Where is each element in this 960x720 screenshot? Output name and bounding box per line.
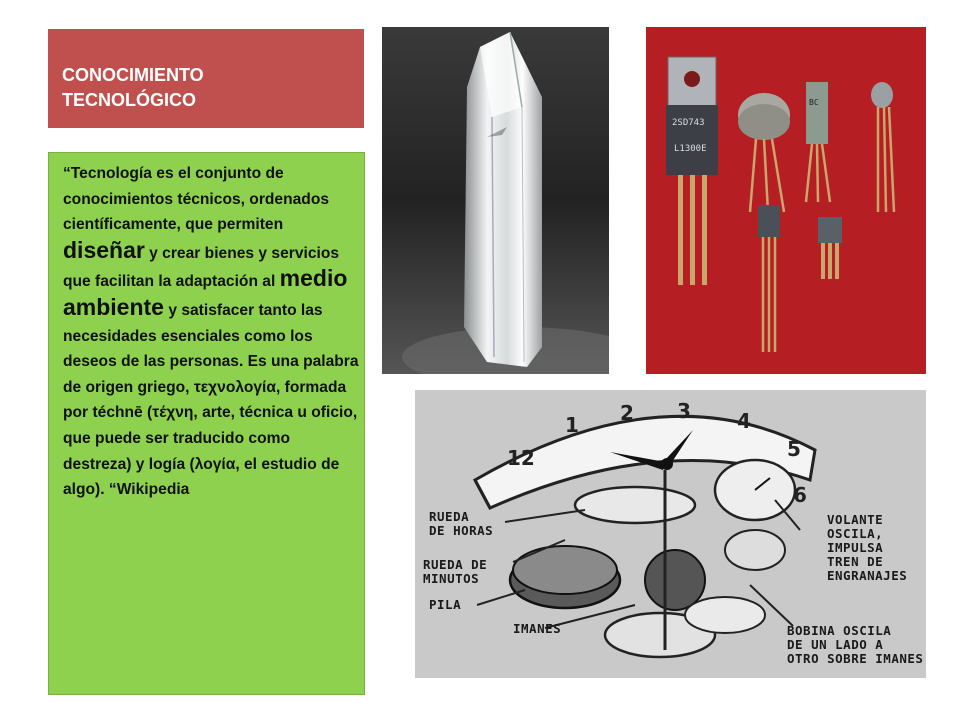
label-rueda-de-horas: RUEDA DE HORAS [429, 509, 494, 538]
dial-number-1: 1 [565, 413, 579, 437]
slide-title-box [48, 29, 364, 128]
transistor-marking-big-sub: L1300E [674, 144, 707, 154]
title-line-2: TECNOLÓGICO [62, 90, 196, 110]
label-bobina: BOBINA OSCILA DE UN LADO A OTRO SOBRE IMANES [787, 623, 924, 666]
quote-text-1: “Tecnología es el conjunto de conocimientos técnicos, ordenados científicamente, que permiten [63, 165, 330, 234]
label-imanes: IMANES [513, 621, 562, 636]
label-rueda-de-minutos: RUEDA DE MINUTOS [423, 557, 488, 586]
quote-text-3: y satisfacer tanto las necesidades esenciales como los deseos de las personas. Es una palabra de origen griego, τεχνολογία, formada por téchnē (τέχνη, arte, técnica u oficio, que puede ser traducido como destreza) y logía (λογία, el estudio de algo). “Wikipedia [63, 301, 359, 499]
dial-number-6: 6 [793, 483, 807, 507]
quote-emphasis-disenar: diseñar [63, 236, 145, 263]
transistor-marking-tall: BC [809, 98, 819, 107]
dial-number-4: 4 [737, 409, 751, 433]
quartz-crystal-photo [382, 27, 609, 374]
title-line-1: CONOCIMIENTO [62, 65, 204, 85]
dial-number-12: 12 [507, 446, 535, 470]
definition-text-box [48, 152, 365, 695]
dial-number-3: 3 [677, 399, 691, 423]
dial-number-2: 2 [620, 401, 634, 425]
quote-emphasis-medio-ambiente: medio ambiente [63, 265, 348, 320]
dial-number-5: 5 [787, 437, 801, 461]
clock-mechanism-diagram [415, 390, 926, 678]
transistors-photo [646, 27, 926, 374]
label-volante: VOLANTE OSCILA, IMPULSA TREN DE ENGRANAJES [827, 512, 908, 583]
transistor-marking-big: 2SD743 [672, 118, 705, 128]
quote-text-2: y crear bienes y servicios que facilitan la adaptación al [63, 244, 340, 291]
label-pila: PILA [429, 597, 462, 612]
